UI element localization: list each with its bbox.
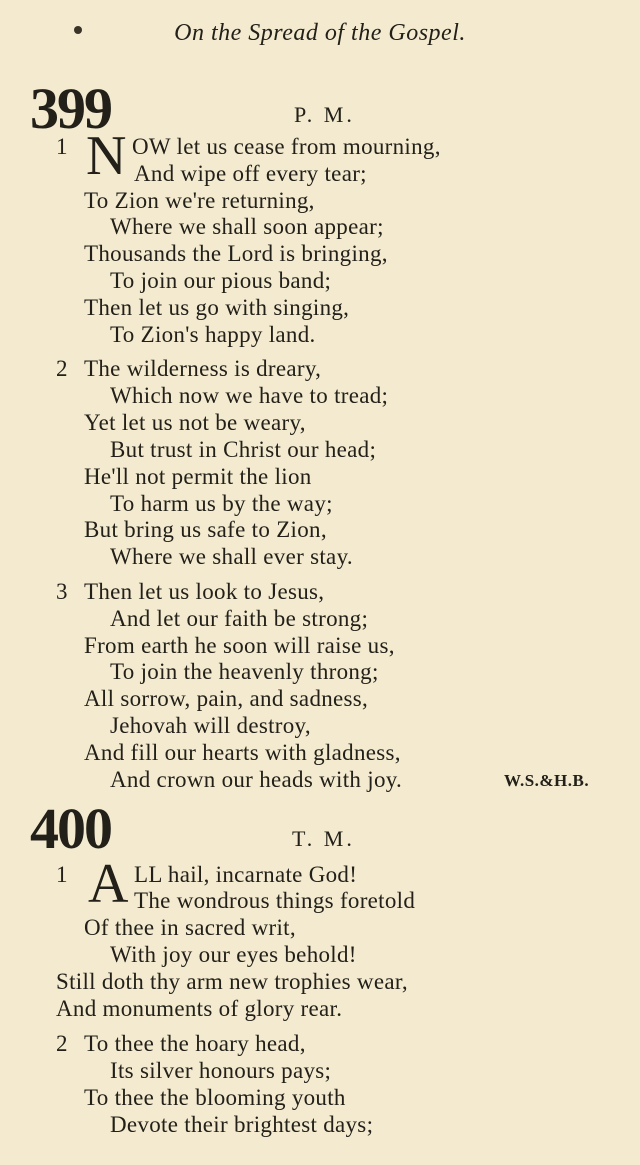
verse-number: 1	[56, 134, 68, 159]
verse-line: But trust in Christ our head;	[110, 437, 377, 462]
verse-line: Still doth thy arm new trophies wear,	[56, 969, 408, 994]
verse-line: To harm us by the way;	[110, 491, 333, 516]
verse-line: LL hail, incarnate God!	[134, 862, 358, 887]
drop-cap: A	[88, 853, 129, 915]
verse-line: And wipe off every tear;	[134, 161, 367, 186]
drop-cap: N	[86, 125, 127, 187]
verse-line: To join the heavenly throng;	[110, 659, 379, 684]
verse-number: 1	[56, 862, 68, 887]
verse-line: Then let us look to Jesus,	[84, 579, 325, 604]
verse-line: But bring us safe to Zion,	[84, 517, 327, 542]
verse-line: And crown our heads with joy.	[110, 767, 403, 792]
verse-number: 2	[56, 1031, 68, 1056]
verse-number: 2	[56, 356, 68, 381]
verse-line: Yet let us not be weary,	[84, 410, 306, 435]
verse-line: To thee the hoary head,	[84, 1031, 306, 1056]
verse-line: Where we shall soon appear;	[110, 214, 384, 239]
verse-line: To join our pious band;	[110, 268, 332, 293]
verse-line: Then let us go with singing,	[84, 295, 350, 320]
verse-line: From earth he soon will raise us,	[84, 633, 395, 658]
verse-line: OW let us cease from mourning,	[132, 134, 441, 159]
verse-line: Jehovah will destroy,	[110, 713, 311, 738]
hymn-number: 399	[30, 76, 111, 141]
verse-line: And let our faith be strong;	[110, 606, 369, 631]
hymn-number: 400	[30, 796, 111, 861]
verse-line: The wondrous things foretold	[134, 888, 416, 913]
verse-line: With joy our eyes behold!	[110, 942, 357, 967]
verse-line: To thee the blooming youth	[84, 1085, 346, 1110]
verse-line: All sorrow, pain, and sadness,	[84, 686, 369, 711]
verse-line: Its silver honours pays;	[110, 1058, 332, 1083]
verse-line: He'll not permit the lion	[84, 464, 312, 489]
verse-line: And monuments of glory rear.	[56, 996, 343, 1021]
verse-line: Which now we have to tread;	[110, 383, 389, 408]
hymn-meter: T. M.	[292, 826, 355, 851]
hymn-meter: P. M.	[294, 102, 355, 127]
verse-line: The wilderness is dreary,	[84, 356, 322, 381]
verse-line: Of thee in sacred writ,	[84, 915, 296, 940]
page-header: On the Spread of the Gospel.	[174, 20, 466, 46]
verse-line: To Zion's happy land.	[110, 322, 316, 347]
author-credit: W.S.&H.B.	[504, 771, 590, 790]
verse-line: Thousands the Lord is bringing,	[84, 241, 388, 266]
verse-number: 3	[56, 579, 68, 604]
verse-line: And fill our hearts with gladness,	[84, 740, 401, 765]
verse-line: Devote their brightest days;	[110, 1112, 374, 1137]
verse-line: To Zion we're returning,	[84, 188, 315, 213]
verse-line: Where we shall ever stay.	[110, 544, 353, 569]
